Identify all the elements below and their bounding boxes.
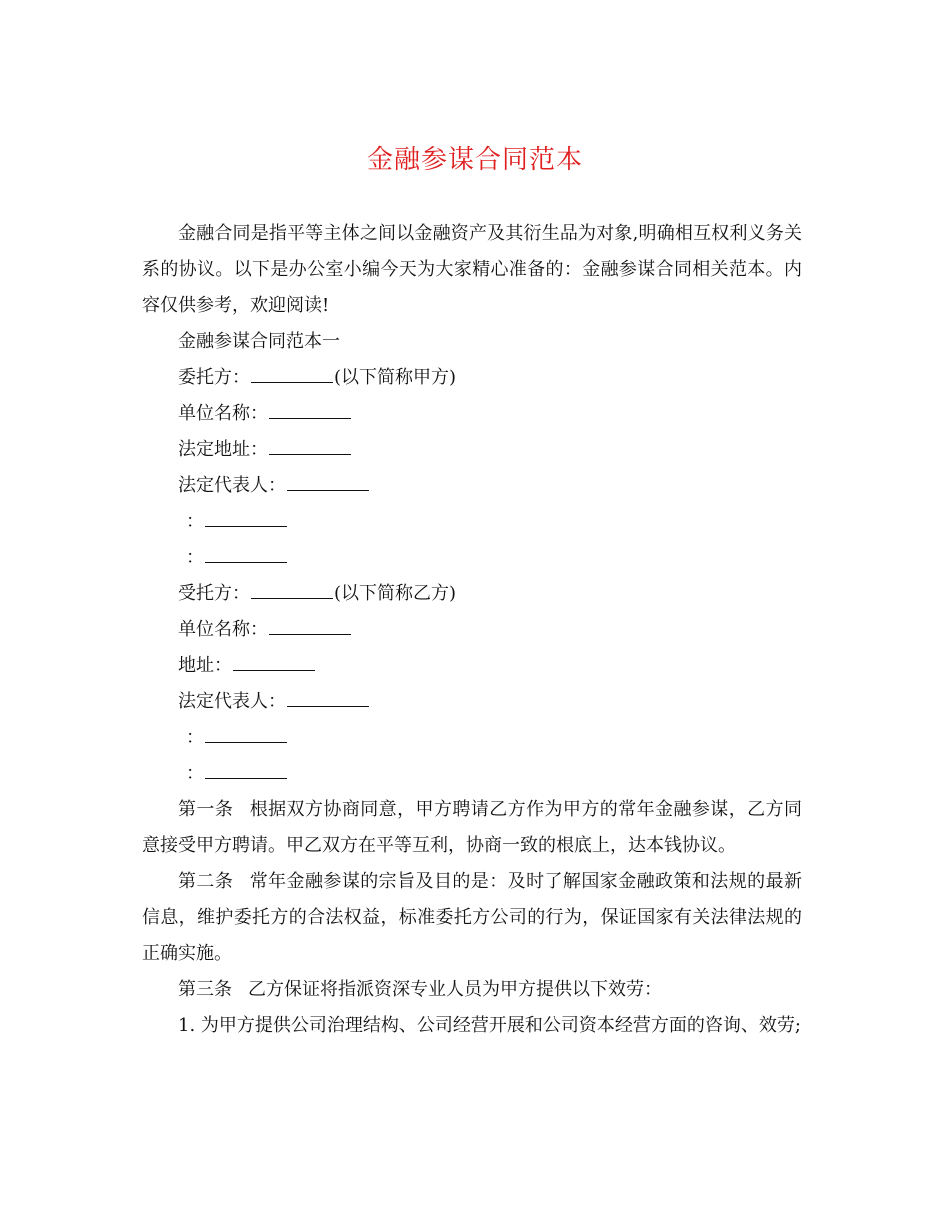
article-number: 第一条: [178, 799, 234, 820]
party-a-address: [142, 432, 802, 468]
blank-line: [269, 396, 351, 419]
blank-line: [287, 468, 369, 491]
field-label: ：: [186, 511, 204, 532]
field-label: 法定代表人：: [178, 691, 286, 712]
blank-line: [205, 720, 287, 743]
blank-line: [287, 684, 369, 707]
intro-paragraph: 金融合同是指平等主体之间以金融资产及其衍生品为对象,明确相互权利义务关系的协议。以下是办公室小编今天为大家精心准备的：金融参谋合同相关范本。内容仅供参考，欢迎阅读!: [142, 223, 802, 316]
field-label: ：: [186, 763, 204, 784]
blank-line: [205, 504, 287, 527]
article-2: [142, 864, 802, 972]
blank-line: [269, 612, 351, 635]
field-label: ：: [186, 547, 204, 568]
party-a-label: 委托方：: [178, 367, 250, 388]
blank-line: [205, 540, 287, 563]
party-b-representative: [142, 684, 802, 720]
party-b-line: [142, 576, 802, 612]
party-b-extra-1: [142, 720, 802, 756]
party-b-address: [142, 648, 802, 684]
party-b-label: 受托方：: [178, 583, 250, 604]
blank-line: [205, 756, 287, 779]
item-1: 1. 为甲方提供公司治理结构、公司经营开展和公司资本经营方面的咨询、效劳;: [178, 1015, 801, 1036]
field-label: 法定地址：: [178, 439, 268, 460]
article-text: 常年金融参谋的宗旨及目的是：及时了解国家金融政策和法规的最新信息，维护委托方的合法权益，标准委托方公司的行为，保证国家有关法律法规的正确实施。: [142, 871, 803, 964]
party-b-extra-2: [142, 756, 802, 792]
article-1: [142, 792, 802, 864]
blank-line: [233, 648, 315, 671]
blank-line: [269, 432, 351, 455]
party-a-line: [142, 360, 802, 396]
field-label: 地址：: [178, 655, 232, 676]
party-a-representative: [142, 468, 802, 504]
party-b-suffix: (以下简称乙方): [334, 583, 457, 604]
section-heading: 金融参谋合同范本一: [178, 331, 340, 352]
article-text: 根据双方协商同意，甲方聘请乙方作为甲方的常年金融参谋，乙方同意接受甲方聘请。甲乙双方在平等互利，协商一致的根底上，达本钱协议。: [142, 799, 803, 856]
article-text: 乙方保证将指派资深专业人员为甲方提供以下效劳：: [248, 979, 662, 1000]
article-number: 第三条: [178, 979, 232, 1000]
blank-line: [251, 360, 333, 383]
field-label: 法定代表人：: [178, 475, 286, 496]
field-label: ：: [186, 727, 204, 748]
field-label: 单位名称：: [178, 619, 268, 640]
blank-line: [251, 576, 333, 599]
field-label: 单位名称：: [178, 403, 268, 424]
party-a-suffix: (以下简称甲方): [334, 367, 457, 388]
party-b-unit-name: [142, 612, 802, 648]
document-body: [142, 216, 802, 1044]
party-a-extra-1: [142, 504, 802, 540]
party-a-extra-2: [142, 540, 802, 576]
document-title: 金融参谋合同范本: [366, 145, 583, 175]
party-a-unit-name: [142, 396, 802, 432]
article-number: 第二条: [178, 871, 234, 892]
article-3: [142, 972, 802, 1008]
